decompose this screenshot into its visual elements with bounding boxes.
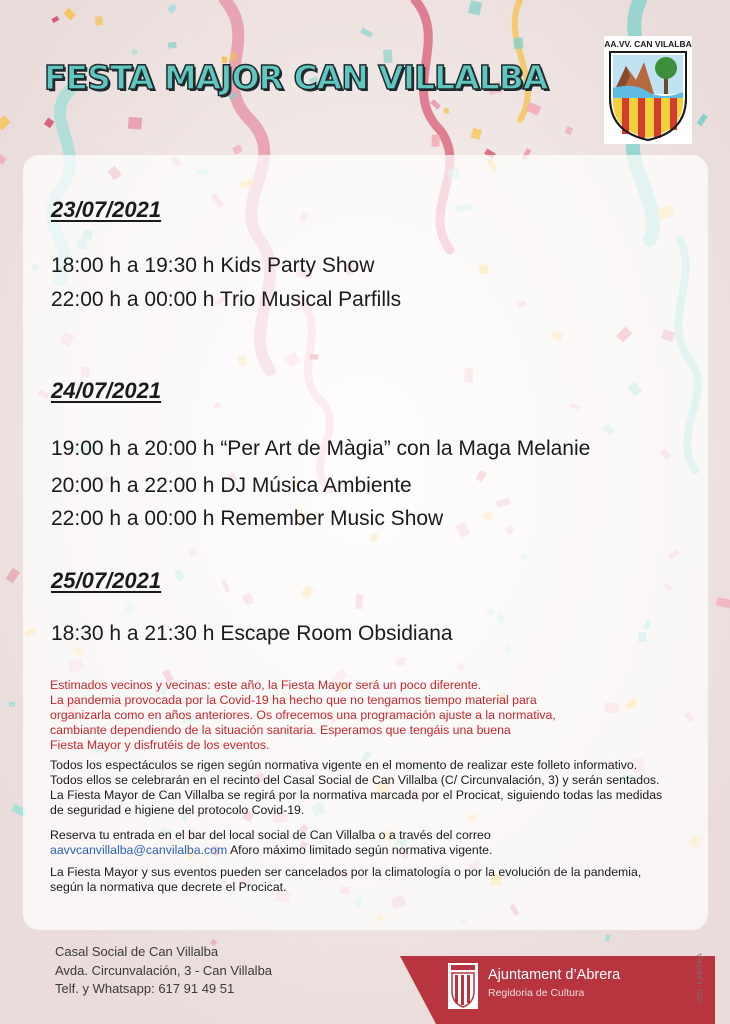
venue-phone: Telf. y Whatsapp: 617 91 49 51	[55, 981, 235, 996]
event-line: 18:00 h a 19:30 h Kids Party Show	[51, 254, 375, 277]
confetti-piece	[128, 117, 142, 130]
covid-notice	[50, 678, 610, 753]
confetti-piece	[95, 16, 104, 26]
capacity-text: Aforo máximo limitado según normativa vigente.	[227, 843, 493, 857]
info-line: La Fiesta Mayor de Can Villalba se regirá por la normativa marcada por el Procicat, siguiendo todas las medidas	[50, 788, 663, 802]
event-line: 20:00 h a 22:00 h DJ Música Ambiente	[51, 474, 412, 497]
day-date: 24/07/2021	[51, 378, 162, 403]
day-date: 23/07/2021	[51, 197, 162, 222]
info-line: Todos los espectáculos se rigen según normativa vigente en el momento de realizar este folleto informativo.	[50, 758, 638, 772]
notice-line: Estimados vecinos y vecinas: este año, la Fiesta Mayor será un poco diferente.	[50, 678, 482, 692]
sponsor-department: Regidoria de Cultura	[488, 987, 585, 999]
info-line: Todos ellos se celebrarán en el recinto del Casal Social de Can Villalba (C/ Circunvalación, 3) y serán sentados.	[50, 773, 660, 787]
collaborates-label: COL·LABORA	[697, 952, 704, 1003]
event-line: 22:00 h a 00:00 h Remember Music Show	[51, 507, 444, 530]
notice-line: organizarla como en años anteriores. Os ofrecemos una programación ajuste a la normativa,	[50, 708, 556, 722]
event-line: 19:00 h a 20:00 h “Per Art de Màgia” con la Maga Melanie	[51, 437, 591, 460]
info-line: de seguridad e higiene del protocolo Covid-19.	[50, 803, 305, 817]
event-line: 22:00 h a 00:00 h Trio Musical Parfills	[51, 288, 402, 311]
regulation-info	[50, 758, 690, 818]
info-line	[50, 843, 690, 858]
ajuntament-shield-icon	[448, 963, 478, 1009]
svg-text:AA.VV. CAN VILALBA: AA.VV. CAN VILALBA	[604, 39, 692, 49]
contact-email-link[interactable]: aavvcanvillalba@canvilalba.com	[50, 843, 228, 857]
confetti-piece	[514, 38, 524, 49]
cancellation-info	[50, 865, 690, 895]
confetti-piece	[9, 702, 15, 707]
association-crest-logo	[604, 36, 692, 144]
sponsor-name: Ajuntament d’Abrera	[488, 967, 621, 983]
event-line: 18:30 h a 21:30 h Escape Room Obsidiana	[51, 622, 453, 645]
confetti-piece	[431, 135, 439, 147]
notice-line: La pandemia provocada por la Covid-19 ha hecho que no tengamos tiempo material para	[50, 693, 537, 707]
info-line: La Fiesta Mayor y sus eventos pueden ser cancelados por la climatología o por la evolución de la pandemia,	[50, 865, 642, 879]
venue-name: Casal Social de Can Villalba	[55, 944, 219, 959]
confetti-piece	[168, 42, 177, 49]
venue-address: Avda. Circunvalación, 3 - Can Villalba	[55, 963, 273, 978]
day-date: 25/07/2021	[51, 568, 162, 593]
notice-line: cambiante dependiendo de la situación sanitaria. Esperamos que tengáis una buena	[50, 723, 511, 737]
info-line: Reserva tu entrada en el bar del local social de Can Villalba o a través del correo	[50, 828, 491, 842]
info-line: según la normativa que decrete el Procicat.	[50, 880, 287, 894]
reservation-info	[50, 828, 690, 858]
notice-line: Fiesta Mayor y disfrutéis de los eventos.	[50, 738, 270, 752]
page-title: FESTA MAJOR CAN VILLALBA	[44, 58, 548, 97]
